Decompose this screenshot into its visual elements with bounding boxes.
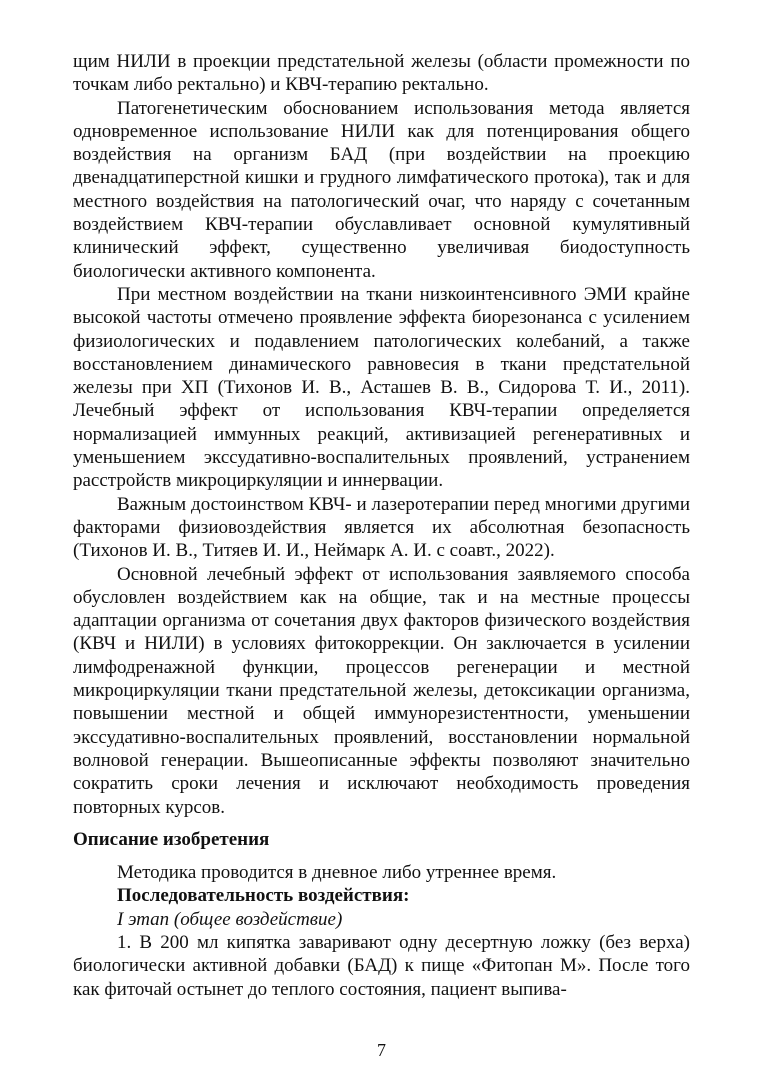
method-intro: Методика проводится в дневное либо утреннее время. xyxy=(117,862,557,884)
paragraph-main-effect: Основной лечебный эффект от использования заявляемого способа обусловлен воздействием как на общие, так и на местные процессы адаптации организма от сочетания двух факторов физического воздействия (КВЧ и НИЛИ) в условиях фитокоррекции. Он заключается в усилении лимфодренажной функции, процессов регенерации и местной микроциркуляции ткани предстательной железы, детоксикации организма, повышении местной и общей иммунорезистентности, уменьшении экссудативно-воспалительных проявлений, восстановлении нормальной волновой генерации. Вышеописанные эффекты позволяют значительно сократить сроки лечения и исключают необходимость проведения повторных курсов. xyxy=(73,563,690,818)
paragraph-rationale: Патогенетическим обоснованием использования метода является одновременное использование НИЛИ как для потенцирования общего воздействия на организм БАД (при воздействии на проекцию двенадцатиперстной кишки и грудного лимфатического протока), так и для местного воздействия на патологический очаг, что наряду с сочетанным воздействием КВЧ-терапии обуславливает основной кумулятивный клинический эффект, существенно увеличивая биодоступность биологически активного компонента. xyxy=(73,97,690,282)
step-1: 1. В 200 мл кипятка заваривают одну десертную ложку (без верха) биологически активной добавки (БАД) к пище «Фитопан М». После того как фиточай остынет до теплого состояния, пациент выпива- xyxy=(73,931,690,1000)
paragraph-safety: Важным достоинством КВЧ- и лазеротерапии перед многими другими факторами физиовоздействия является их абсолютная безопасность (Тихонов И. В., Титяев И. И., Неймарк А. И. с соавт., 2022). xyxy=(73,493,690,562)
stage-label: I этап (общее воздействие) xyxy=(117,908,343,930)
page-number: 7 xyxy=(377,1040,386,1060)
document-page xyxy=(73,50,690,1001)
sequence-heading: Последовательность воздействия: xyxy=(117,885,410,907)
paragraph-continuation: щим НИЛИ в проекции предстательной железы (области промежности по точкам либо ректально) и КВЧ-терапию ректально. xyxy=(73,51,690,96)
paragraph-local-effect: При местном воздействии на ткани низкоинтенсивного ЭМИ крайне высокой частоты отмечено проявление эффекта биорезонанса с усилением физиологических и подавлением патологических колебаний, а также восстановлением динамического равновесия в ткани предстательной железы при ХП (Тихонов И. В., Асташев В. В., Сидорова Т. И., 2011). Лечебный эффект от использования КВЧ-терапии определяется нормализацией иммунных реакций, активизацией регенеративных и уменьшением экссудативно-воспалительных проявлений, устранением расстройств микроциркуляции и иннервации. xyxy=(73,283,690,492)
section-heading: Описание изобретения xyxy=(73,828,270,850)
